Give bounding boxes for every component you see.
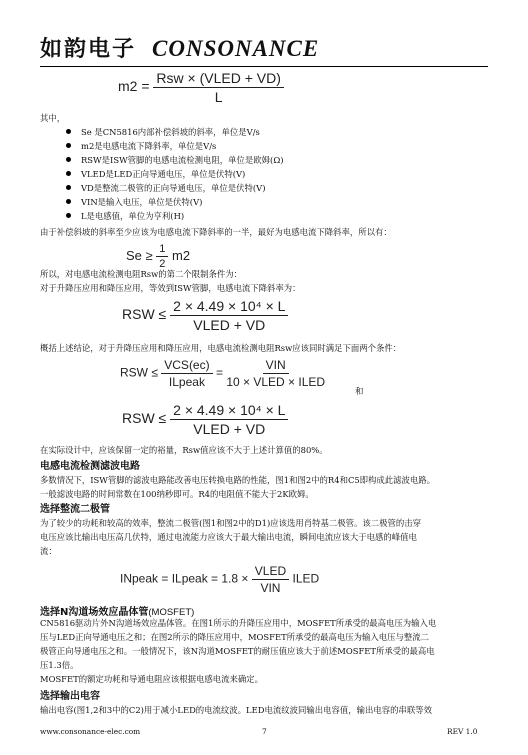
filter-line-1: 多数情况下，ISW管脚的滤波电路能改善电压转换电路的性能，图1和图2中的R4和C5即构成此滤波电路。 — [40, 475, 436, 485]
header-brand: CONSONANCE — [152, 36, 320, 61]
bullet-icon — [66, 213, 71, 218]
mosfet-line-3: 极管正向导通电压之和。一般情况下，该N沟道MOSFET的耐压值应该大于前述MOSFET所承受的最高电 — [40, 646, 435, 656]
header-cn-title: 如韵电子 — [40, 36, 137, 62]
output-line-1: 输出电容(图1,2和3中的C2)用于减小LED的电流纹波。LED电流纹波同输出电容值，输出电容的串联等效 — [40, 705, 432, 715]
formula-rsw-2 — [122, 402, 288, 437]
formula-se-num: 1 — [156, 243, 168, 257]
mosfet-heading-text: 选择N沟道场效应晶体管 — [40, 607, 149, 618]
mosfet-line-4: 压1.3倍。 — [40, 660, 79, 670]
formula-se-den: 2 — [159, 258, 166, 270]
formula-rsw2-num: 2 × 4.49 × 10⁴ × L — [170, 402, 288, 420]
diode-line-2: 电压应该比输出电压高几伏特，通过电流能力应该大于最大输出电流，瞬间电流应该大于电感的峰值电 — [40, 532, 417, 542]
bullet-icon — [66, 199, 71, 204]
formula-cond-num2: VIN — [263, 358, 289, 374]
formula-inpeak — [120, 564, 319, 595]
slope-paragraph: 由于补偿斜坡的斜率至少应该为电感电流下降斜率的一半，最好为电感电流下降斜率，所以有： — [40, 227, 392, 237]
formula-rsw1-fraction — [170, 298, 288, 333]
formula-cond-fraction-2 — [226, 358, 325, 389]
formula-cond-lhs: RSW ≤ — [120, 365, 158, 380]
bullet-icon — [66, 143, 71, 148]
bullet-icon — [66, 171, 71, 176]
design-paragraph: 在实际设计中，应该保留一定的裕量，Rsw值应该不大于上述计算值的80%。 — [40, 445, 328, 455]
list-item: L是电感值，单位为亨利(H) — [66, 209, 284, 223]
formula-inpeak-rhs: ILED — [292, 571, 320, 586]
formula-rsw-1 — [122, 298, 288, 333]
formula-cond-den2: 10 × VLED × ILED — [226, 375, 326, 389]
formula-m2 — [118, 70, 284, 105]
intro-text: 其中， — [40, 113, 66, 123]
formula-m2-den: L — [214, 89, 223, 105]
formula-se — [126, 243, 190, 270]
list-item: VLED是LED正向导通电压，单位是伏特(V) — [66, 167, 284, 181]
summary-paragraph: 概括上述结论，对于升降压应用和降压应用，电感电流检测电阻Rsw应该同时满足下面两个条件： — [40, 343, 402, 353]
list-item: VIN是输入电压，单位是伏特(V) — [66, 195, 284, 209]
formula-cond-eq: = — [215, 365, 223, 380]
formula-cond-num1: VCS(ec) — [161, 358, 212, 374]
list-item: VD是整流二极管的正向导通电压，单位是伏特(V) — [66, 181, 284, 195]
mosfet-line-1: CN5816驱动片外N沟道场效应晶体管。在图1所示的升降压应用中，MOSFET所承受的最高电压为输入电 — [40, 618, 437, 628]
bullet-icon — [66, 185, 71, 190]
diode-line-1: 为了较少的功耗和较高的效率，整流二极管(图1和图2中的D1)应该选用肖特基二极管。该二极管的击穿 — [40, 518, 421, 528]
formula-inpeak-lhs: INpeak = ILpeak = 1.8 × — [120, 571, 249, 586]
footer-page-number: 7 — [262, 727, 267, 736]
footer-revision: REV 1.0 — [447, 727, 478, 736]
section-heading-diode: 选择整流二极管 — [40, 504, 110, 515]
list-item: Se 是CN5816内部补偿斜坡的斜率，单位是V/s — [66, 125, 284, 139]
formula-se-fraction — [156, 243, 168, 270]
list-item: m2是电感电流下降斜率，单位是V/s — [66, 139, 284, 153]
formula-m2-lhs: m2 = — [118, 78, 150, 95]
formula-cond-den1: ILpeak — [168, 375, 205, 389]
limit-paragraph-1: 所以，对电感电流检测电阻Rsw的第二个限制条件为： — [40, 269, 243, 279]
formula-condition — [120, 358, 325, 389]
formula-rsw2-fraction — [170, 402, 288, 437]
section-heading-filter: 电感电流检测滤波电路 — [40, 461, 140, 472]
formula-m2-fraction — [153, 70, 283, 105]
formula-inpeak-num: VLED — [252, 564, 289, 580]
formula-inpeak-fraction — [252, 564, 289, 595]
mosfet-line-5: MOSFET的额定功耗和导通电阻应该根据电感电流来确定。 — [40, 674, 263, 684]
formula-inpeak-den: VIN — [260, 581, 281, 595]
mosfet-line-2: 压与LED正向导通电压之和；在图2所示的降压应用中，MOSFET所承受的最高电压为输入电压与整流二 — [40, 632, 430, 642]
header-rule — [40, 66, 488, 67]
limit-paragraph-2: 对于升降压应用和降压应用，等效到ISW管脚，电感电流下降斜率为： — [40, 283, 301, 293]
section-heading-output: 选择输出电容 — [40, 691, 100, 702]
formula-cond-fraction-1 — [161, 358, 212, 389]
and-label: 和 — [355, 386, 364, 396]
footer-website[interactable]: www.consonance-elec.com — [40, 727, 141, 736]
filter-line-2: 一般滤波电路的时间常数在100纳秒即可。R4的电阻值不能大于2K欧姆。 — [40, 489, 314, 499]
list-item: RSW是ISW管脚的电感电流检测电阻，单位是欧姆(Ω) — [66, 153, 284, 167]
diode-line-3: 流： — [40, 546, 57, 556]
bullet-icon — [66, 129, 71, 134]
formula-se-rhs: m2 — [172, 247, 191, 263]
formula-rsw1-den: VLED + VD — [193, 317, 266, 333]
formula-rsw2-lhs: RSW ≤ — [122, 410, 167, 427]
formula-rsw2-den: VLED + VD — [193, 421, 266, 437]
mosfet-heading-suffix: (MOSFET) — [148, 607, 195, 618]
formula-rsw1-num: 2 × 4.49 × 10⁴ × L — [170, 298, 288, 316]
formula-m2-num: Rsw × (VLED + VD) — [153, 70, 283, 88]
formula-se-lhs: Se ≥ — [126, 247, 153, 263]
definition-list — [66, 125, 284, 223]
bullet-icon — [66, 157, 71, 162]
formula-rsw1-lhs: RSW ≤ — [122, 306, 167, 323]
page-header — [40, 32, 319, 63]
